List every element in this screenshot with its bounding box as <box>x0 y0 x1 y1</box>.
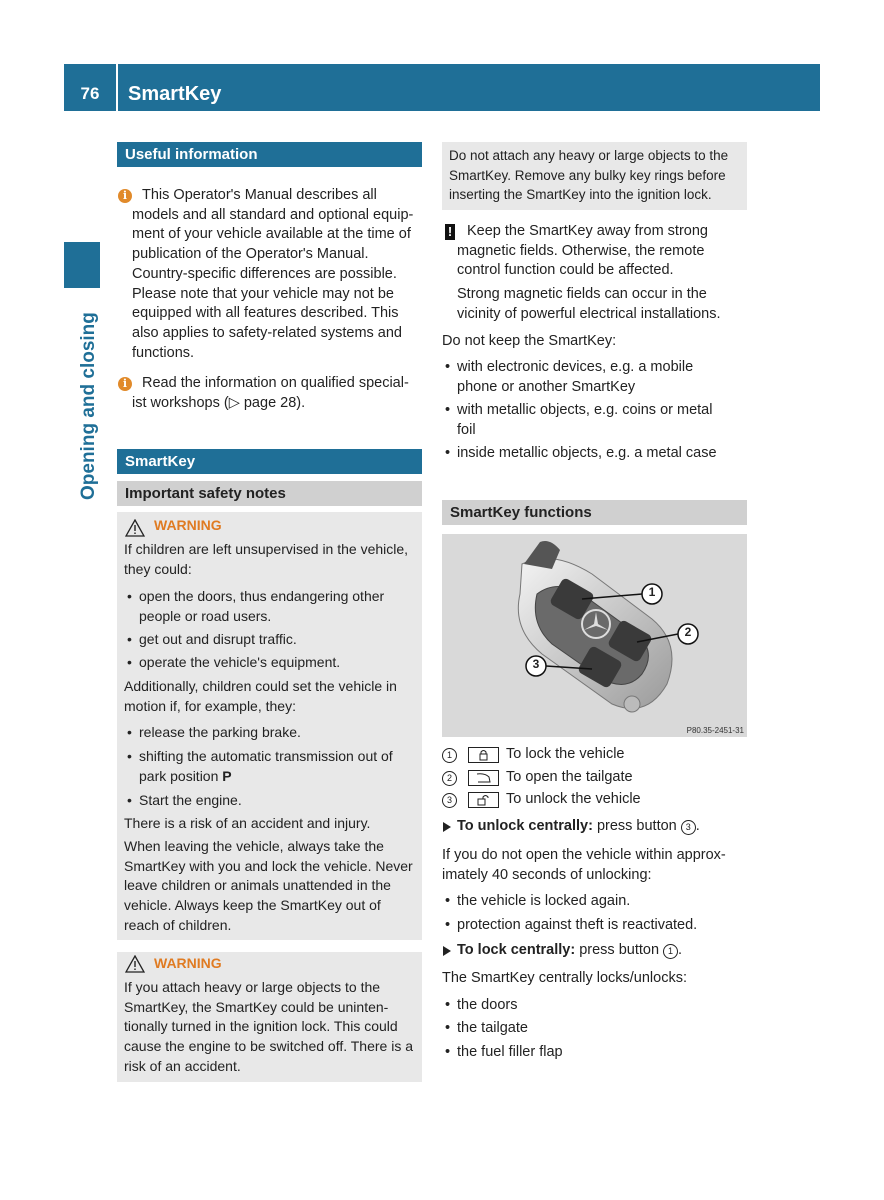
list-item <box>139 653 419 673</box>
warning-box-children <box>117 512 422 940</box>
list-item <box>457 358 752 397</box>
info1-line: publication of the Operator's Manual. <box>132 246 369 263</box>
magnet-text: Strong magnetic fields can occur in the <box>457 286 707 302</box>
list-item: • the fuel filler flap <box>457 1043 752 1063</box>
warning-text: SmartKey, the SmartKey could be uninten- <box>124 998 389 1015</box>
list-item-text: • inside metallic objects, e.g. a metal case <box>457 445 717 461</box>
smartkey-image <box>442 534 747 737</box>
list-item <box>457 401 752 440</box>
warning-box-heavy-objects <box>117 952 422 1082</box>
info1-line: This Operator's Manual describes all <box>142 187 377 203</box>
list-item <box>139 630 419 650</box>
info1-line: functions. <box>132 344 195 361</box>
warning-title: WARNING <box>154 955 222 971</box>
smartkey-illustration <box>442 534 747 737</box>
instruction-label: To unlock centrally: <box>457 818 593 834</box>
callout-label: 3 <box>532 657 540 671</box>
list-item <box>139 587 419 626</box>
button-number: 3 <box>681 820 696 835</box>
dont-keep-text: Do not keep the SmartKey: <box>442 333 617 349</box>
warning-triangle-icon <box>125 519 145 537</box>
smartkey-functions-heading: SmartKey functions <box>442 500 747 525</box>
exclamation-icon: ! <box>445 224 455 240</box>
note-box <box>442 142 747 210</box>
page-title: SmartKey <box>128 83 222 105</box>
paragraph-text: If you do not open the vehicle within approx- <box>442 847 726 863</box>
warning-title: WARNING <box>154 517 222 533</box>
info-paragraph-1 <box>122 186 432 363</box>
list-item <box>457 444 752 464</box>
list-item-text: • Start the engine. <box>139 792 242 808</box>
lock-icon <box>468 747 499 763</box>
info-icon: i <box>118 377 132 391</box>
callout-label: 2 <box>684 625 692 639</box>
unlock-instruction: To unlock centrally: press button 3 . <box>457 818 700 834</box>
legend-text: To lock the vehicle <box>506 746 625 762</box>
list-item: • the doors <box>457 996 752 1016</box>
list-item-text: • operate the vehicle's equipment. <box>139 654 341 670</box>
list-item-text: • with electronic devices, e.g. a mobile <box>457 359 694 375</box>
unlock-icon <box>468 792 499 808</box>
warning-text: If children are left unsupervised in the vehicle, <box>124 541 409 557</box>
list-item: • protection against theft is reactivated. <box>457 916 752 936</box>
list-item-text: phone or another SmartKey <box>457 378 636 395</box>
info2-line: Read the information on qualified special- <box>142 375 409 391</box>
magnet-text: Keep the SmartKey away from strong <box>467 223 708 239</box>
list-item-text: foil <box>457 421 476 438</box>
legend-row <box>442 745 747 765</box>
list-item-text: • with metallic objects, e.g. coins or metal <box>457 402 713 418</box>
legend-number: 2 <box>442 771 457 786</box>
info1-line: Country-specific differences are possible. <box>132 265 397 282</box>
magnet-text: vicinity of powerful electrical installations. <box>457 305 721 322</box>
warning-text: tionally turned in the ignition lock. This could <box>124 1018 398 1035</box>
legend-text: To open the tailgate <box>506 769 633 785</box>
warning-text: If you attach heavy or large objects to the <box>124 979 381 995</box>
park-position-p: P <box>222 767 232 784</box>
list-item-text: • shifting the automatic transmission out of <box>139 748 393 764</box>
magnet-text: magnetic fields. Otherwise, the remote <box>457 242 705 259</box>
list-item-text: • get out and disrupt traffic. <box>139 631 297 647</box>
warning-text: reach of children. <box>124 916 232 933</box>
warning-text: cause the engine to be switched off. There is a <box>124 1038 414 1055</box>
info1-line: Please note that your vehicle may not be <box>132 285 394 302</box>
list-item: • the vehicle is locked again. <box>457 892 752 912</box>
warning-text: risk of an accident. <box>124 1057 241 1074</box>
chapter-tab-marker <box>64 242 100 288</box>
useful-info-heading: Useful information <box>117 142 422 167</box>
warning-text: Additionally, children could set the vehicle in <box>124 678 397 694</box>
note-text: inserting the SmartKey into the ignition lock. <box>449 187 712 203</box>
warning-text: SmartKey with you and lock the vehicle. Never <box>124 857 413 874</box>
list-item-text: • release the parking brake. <box>139 724 301 740</box>
magnet-text: control function could be affected. <box>457 262 674 279</box>
instruction-text: press button <box>579 942 664 958</box>
warning-text: they could: <box>124 560 192 577</box>
info1-line: ment of your vehicle available at the time of <box>132 226 411 243</box>
button-number: 1 <box>663 944 678 959</box>
warning-triangle-icon <box>125 955 145 973</box>
legend-row <box>442 768 747 788</box>
note-text: Do not attach any heavy or large objects to the <box>449 148 729 163</box>
list-item <box>139 723 419 743</box>
step-arrow-icon <box>443 822 451 832</box>
image-code: P80.35-2451-31 <box>686 726 744 735</box>
lock-instruction: To lock centrally: press button 1 . <box>457 942 683 958</box>
list-item: • the tailgate <box>457 1019 752 1039</box>
list-item <box>139 791 419 811</box>
tailgate-icon <box>468 770 499 786</box>
page-header <box>64 64 820 111</box>
callout-label: 1 <box>648 585 656 599</box>
info2-line: ist workshops (▷ page 28). <box>132 394 306 411</box>
info-paragraph-2 <box>122 374 432 413</box>
warning-text: vehicle. Always keep the SmartKey out of <box>124 897 381 914</box>
paragraph-text: The SmartKey centrally locks/unlocks: <box>442 970 687 986</box>
warning-text: When leaving the vehicle, always take the <box>124 838 384 854</box>
page-number: 76 <box>80 84 100 103</box>
instruction-text: press button <box>596 818 681 834</box>
list-item-text: • open the doors, thus endangering other <box>139 588 385 604</box>
list-item <box>139 747 419 786</box>
list-item-text: park position <box>139 767 223 784</box>
note-text: SmartKey. Remove any bulky key rings before <box>449 167 726 183</box>
step-arrow-icon <box>443 946 451 956</box>
safety-notes-heading: Important safety notes <box>117 481 422 506</box>
paragraph-text: imately 40 seconds of unlocking: <box>442 866 652 883</box>
warning-text: leave children or animals unattended in the <box>124 877 391 894</box>
list-item-text: people or road users. <box>139 607 272 624</box>
warning-text: There is a risk of an accident and injury. <box>124 815 371 831</box>
legend-text: To unlock the vehicle <box>506 791 641 807</box>
info1-line: models and all standard and optional equip- <box>132 206 414 223</box>
legend-row <box>442 790 747 810</box>
instruction-label: To lock centrally: <box>457 942 576 958</box>
info1-line: also applies to safety-related systems and <box>132 324 402 341</box>
header-divider <box>116 64 118 111</box>
legend-number: 3 <box>442 793 457 808</box>
chapter-label: Opening and closing <box>78 312 99 500</box>
warning-text: motion if, for example, they: <box>124 697 296 714</box>
info-icon: i <box>118 189 132 203</box>
smartkey-heading: SmartKey <box>117 449 422 474</box>
info1-line: equipped with all features described. This <box>132 305 399 322</box>
legend-number: 1 <box>442 748 457 763</box>
